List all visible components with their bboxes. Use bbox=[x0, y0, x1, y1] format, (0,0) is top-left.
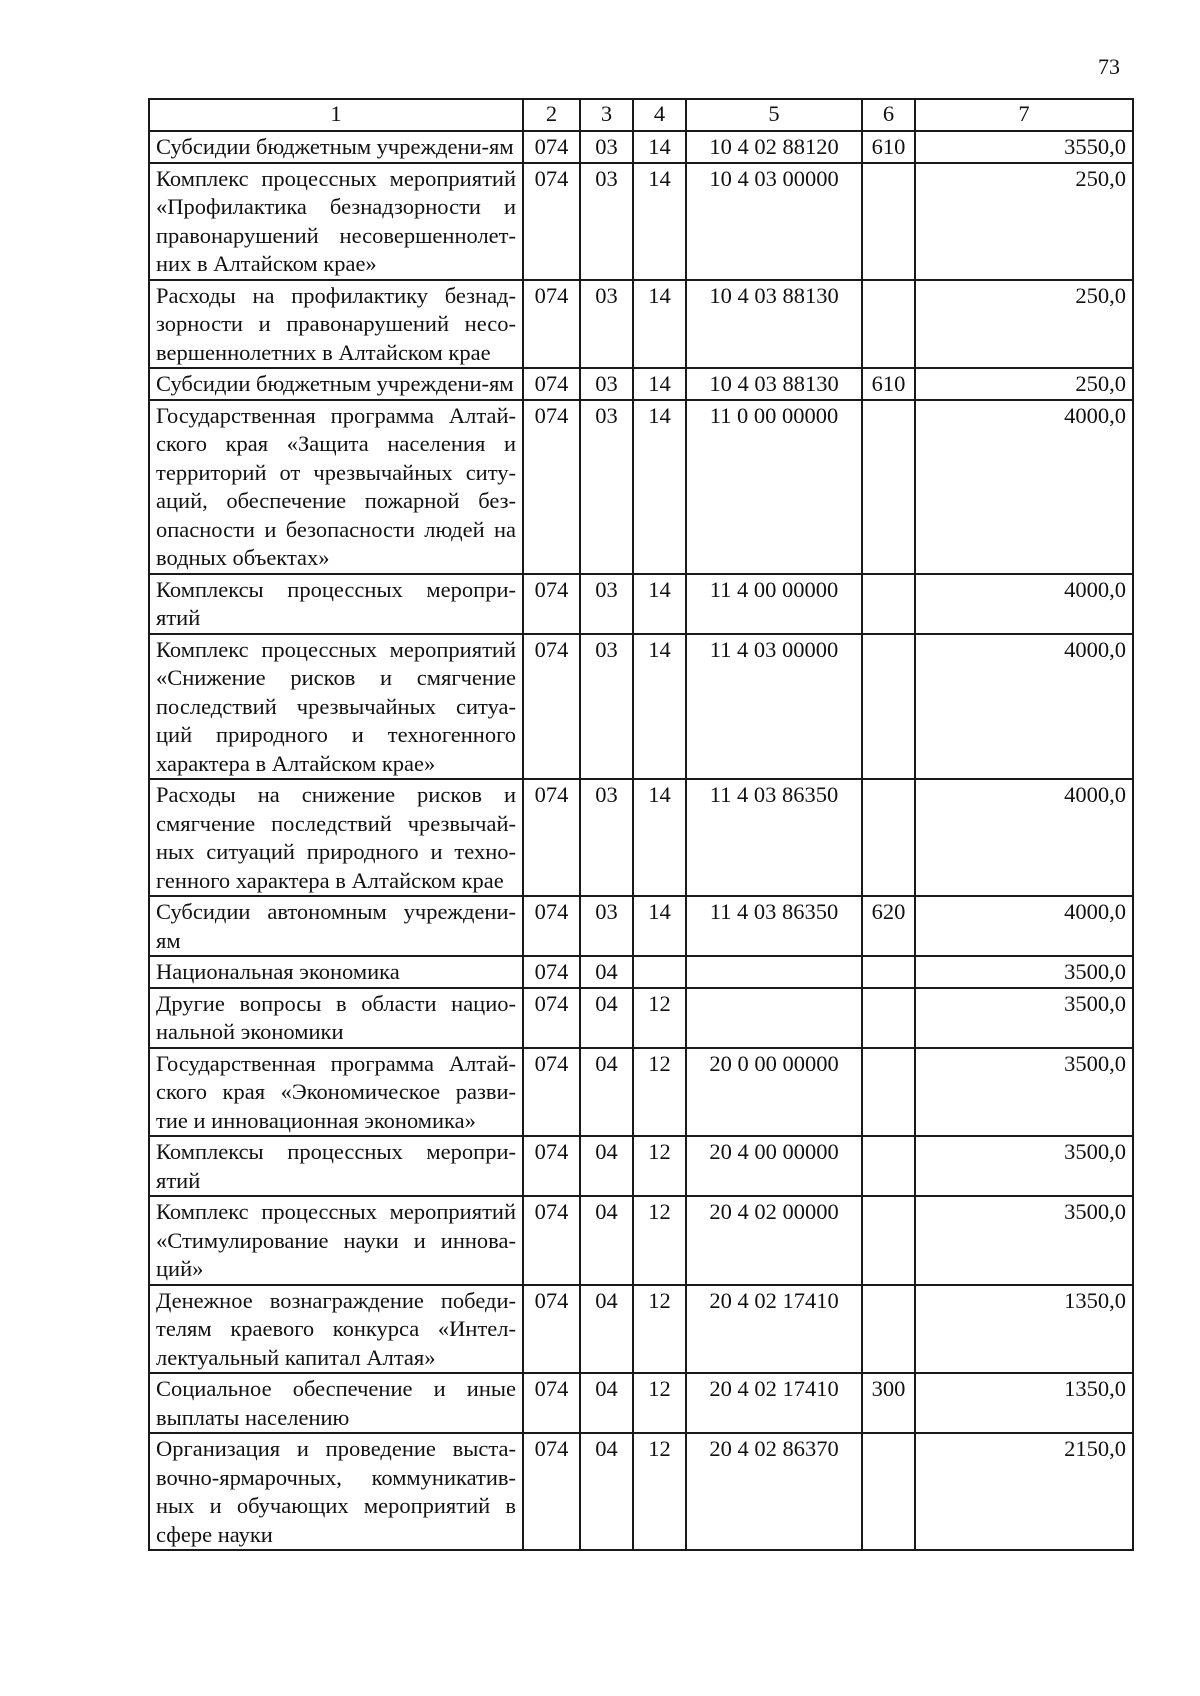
expense-type-code bbox=[862, 163, 915, 280]
expense-type-code bbox=[862, 280, 915, 369]
expense-name: Денежное вознаграждение победи-телям краевого конкурса «Интел-лектуальный капитал Алтая» bbox=[149, 1285, 523, 1374]
amount: 1350,0 bbox=[915, 1285, 1133, 1374]
ministry-code: 074 bbox=[523, 956, 580, 988]
header-cell: 2 bbox=[523, 99, 580, 131]
subsection-code: 14 bbox=[633, 634, 686, 780]
section-code: 03 bbox=[580, 400, 633, 574]
amount: 3500,0 bbox=[915, 1196, 1133, 1285]
target-item-code: 11 0 00 00000 bbox=[686, 400, 862, 574]
target-item-code: 10 4 02 88120 bbox=[686, 131, 862, 163]
ministry-code: 074 bbox=[523, 1048, 580, 1137]
ministry-code: 074 bbox=[523, 1196, 580, 1285]
ministry-code: 074 bbox=[523, 1285, 580, 1374]
amount: 4000,0 bbox=[915, 400, 1133, 574]
subsection-code: 12 bbox=[633, 1196, 686, 1285]
expense-type-code bbox=[862, 574, 915, 634]
section-code: 04 bbox=[580, 1048, 633, 1137]
subsection-code: 12 bbox=[633, 988, 686, 1048]
subsection-code: 14 bbox=[633, 368, 686, 400]
expense-name: Социальное обеспечение и иные выплаты населению bbox=[149, 1373, 523, 1433]
subsection-code: 14 bbox=[633, 574, 686, 634]
expense-type-code bbox=[862, 779, 915, 896]
amount: 3550,0 bbox=[915, 131, 1133, 163]
ministry-code: 074 bbox=[523, 368, 580, 400]
subsection-code: 14 bbox=[633, 779, 686, 896]
target-item-code: 20 0 00 00000 bbox=[686, 1048, 862, 1137]
target-item-code: 20 4 02 86370 bbox=[686, 1433, 862, 1550]
subsection-code: 14 bbox=[633, 163, 686, 280]
subsection-code: 12 bbox=[633, 1048, 686, 1137]
header-cell: 1 bbox=[149, 99, 523, 131]
expense-name: Расходы на снижение рисков и смягчение последствий чрезвычай-ных ситуаций природного и техно-генного характера в Алтайском крае bbox=[149, 779, 523, 896]
amount: 4000,0 bbox=[915, 574, 1133, 634]
table-row bbox=[149, 1196, 1133, 1285]
expense-name: Комплексы процессных меропри-ятий bbox=[149, 574, 523, 634]
expense-name: Комплекс процессных мероприятий «Стимулирование науки и иннова-ций» bbox=[149, 1196, 523, 1285]
target-item-code: 20 4 02 17410 bbox=[686, 1373, 862, 1433]
section-code: 03 bbox=[580, 779, 633, 896]
expense-type-code: 610 bbox=[862, 368, 915, 400]
subsection-code: 14 bbox=[633, 896, 686, 956]
expense-name: Комплекс процессных мероприятий «Профилактика безнадзорности и правонарушений несовершеннолет-них в Алтайском крае» bbox=[149, 163, 523, 280]
section-code: 04 bbox=[580, 1136, 633, 1196]
expense-type-code bbox=[862, 400, 915, 574]
target-item-code: 20 4 00 00000 bbox=[686, 1136, 862, 1196]
expense-name: Комплекс процессных мероприятий «Снижение рисков и смягчение последствий чрезвычайных ситуа-ций природного и техногенного характера в Алтайском крае» bbox=[149, 634, 523, 780]
expense-type-code bbox=[862, 634, 915, 780]
ministry-code: 074 bbox=[523, 988, 580, 1048]
table-row bbox=[149, 1285, 1133, 1374]
amount: 1350,0 bbox=[915, 1373, 1133, 1433]
section-code: 04 bbox=[580, 1373, 633, 1433]
target-item-code: 10 4 03 88130 bbox=[686, 280, 862, 369]
header-cell: 4 bbox=[633, 99, 686, 131]
table-row bbox=[149, 368, 1133, 400]
header-cell: 5 bbox=[686, 99, 862, 131]
target-item-code bbox=[686, 988, 862, 1048]
table-row bbox=[149, 574, 1133, 634]
amount: 4000,0 bbox=[915, 634, 1133, 780]
subsection-code: 12 bbox=[633, 1285, 686, 1374]
ministry-code: 074 bbox=[523, 896, 580, 956]
expense-type-code bbox=[862, 956, 915, 988]
expense-name: Государственная программа Алтай-ского края «Экономическое разви-тие и инновационная экономика» bbox=[149, 1048, 523, 1137]
table-row bbox=[149, 131, 1133, 163]
ministry-code: 074 bbox=[523, 400, 580, 574]
section-code: 04 bbox=[580, 988, 633, 1048]
subsection-code: 14 bbox=[633, 280, 686, 369]
expense-name: Комплексы процессных меропри-ятий bbox=[149, 1136, 523, 1196]
header-cell: 6 bbox=[862, 99, 915, 131]
target-item-code: 10 4 03 00000 bbox=[686, 163, 862, 280]
expense-name: Субсидии бюджетным учреждени-ям bbox=[149, 131, 523, 163]
table-row bbox=[149, 1136, 1133, 1196]
table-row bbox=[149, 1433, 1133, 1550]
table-row bbox=[149, 400, 1133, 574]
section-code: 04 bbox=[580, 1433, 633, 1550]
section-code: 03 bbox=[580, 368, 633, 400]
table-row bbox=[149, 896, 1133, 956]
target-item-code: 20 4 02 00000 bbox=[686, 1196, 862, 1285]
expense-type-code bbox=[862, 1196, 915, 1285]
expense-type-code: 300 bbox=[862, 1373, 915, 1433]
ministry-code: 074 bbox=[523, 163, 580, 280]
header-cell: 7 bbox=[915, 99, 1133, 131]
expense-type-code bbox=[862, 988, 915, 1048]
amount: 4000,0 bbox=[915, 896, 1133, 956]
header-cell: 3 bbox=[580, 99, 633, 131]
subsection-code: 14 bbox=[633, 131, 686, 163]
expense-type-code: 610 bbox=[862, 131, 915, 163]
section-code: 03 bbox=[580, 634, 633, 780]
table-row bbox=[149, 280, 1133, 369]
header-row bbox=[149, 99, 1133, 131]
amount: 3500,0 bbox=[915, 1136, 1133, 1196]
section-code: 03 bbox=[580, 280, 633, 369]
expense-type-code: 620 bbox=[862, 896, 915, 956]
section-code: 04 bbox=[580, 956, 633, 988]
ministry-code: 074 bbox=[523, 131, 580, 163]
page-number: 73 bbox=[1098, 54, 1120, 79]
ministry-code: 074 bbox=[523, 779, 580, 896]
section-code: 03 bbox=[580, 574, 633, 634]
amount: 2150,0 bbox=[915, 1433, 1133, 1550]
amount: 3500,0 bbox=[915, 988, 1133, 1048]
ministry-code: 074 bbox=[523, 1136, 580, 1196]
expense-type-code bbox=[862, 1433, 915, 1550]
amount: 250,0 bbox=[915, 368, 1133, 400]
table-row bbox=[149, 163, 1133, 280]
amount: 3500,0 bbox=[915, 1048, 1133, 1137]
section-code: 03 bbox=[580, 896, 633, 956]
expense-type-code bbox=[862, 1136, 915, 1196]
subsection-code: 12 bbox=[633, 1136, 686, 1196]
section-code: 03 bbox=[580, 131, 633, 163]
section-code: 03 bbox=[580, 163, 633, 280]
ministry-code: 074 bbox=[523, 1433, 580, 1550]
expense-type-code bbox=[862, 1285, 915, 1374]
target-item-code: 11 4 03 86350 bbox=[686, 779, 862, 896]
target-item-code: 11 4 03 00000 bbox=[686, 634, 862, 780]
ministry-code: 074 bbox=[523, 1373, 580, 1433]
section-code: 04 bbox=[580, 1285, 633, 1374]
expense-name: Национальная экономика bbox=[149, 956, 523, 988]
table-row bbox=[149, 988, 1133, 1048]
expense-name: Организация и проведение выста-вочно-ярмарочных, коммуникатив-ных и обучающих мероприятий в сфере науки bbox=[149, 1433, 523, 1550]
section-code: 04 bbox=[580, 1196, 633, 1285]
amount: 3500,0 bbox=[915, 956, 1133, 988]
table-row bbox=[149, 779, 1133, 896]
expense-name: Субсидии бюджетным учреждени-ям bbox=[149, 368, 523, 400]
expense-name: Субсидии автономным учреждени-ям bbox=[149, 896, 523, 956]
expense-name: Другие вопросы в области нацио-нальной экономики bbox=[149, 988, 523, 1048]
amount: 250,0 bbox=[915, 280, 1133, 369]
target-item-code: 20 4 02 17410 bbox=[686, 1285, 862, 1374]
ministry-code: 074 bbox=[523, 280, 580, 369]
expense-type-code bbox=[862, 1048, 915, 1137]
subsection-code: 12 bbox=[633, 1373, 686, 1433]
ministry-code: 074 bbox=[523, 574, 580, 634]
subsection-code: 12 bbox=[633, 1433, 686, 1550]
table-row bbox=[149, 634, 1133, 780]
table-row bbox=[149, 1373, 1133, 1433]
budget-table bbox=[148, 98, 1134, 1551]
target-item-code: 11 4 03 86350 bbox=[686, 896, 862, 956]
target-item-code bbox=[686, 956, 862, 988]
expense-name: Расходы на профилактику безнад-зорности и правонарушений несо-вершеннолетних в Алтайском крае bbox=[149, 280, 523, 369]
subsection-code bbox=[633, 956, 686, 988]
amount: 250,0 bbox=[915, 163, 1133, 280]
amount: 4000,0 bbox=[915, 779, 1133, 896]
ministry-code: 074 bbox=[523, 634, 580, 780]
target-item-code: 10 4 03 88130 bbox=[686, 368, 862, 400]
table-row bbox=[149, 956, 1133, 988]
target-item-code: 11 4 00 00000 bbox=[686, 574, 862, 634]
table-row bbox=[149, 1048, 1133, 1137]
subsection-code: 14 bbox=[633, 400, 686, 574]
expense-name: Государственная программа Алтай-ского края «Защита населения и территорий от чрезвычайных ситу-аций, обеспечение пожарной без-опасности и безопасности людей на водных объектах» bbox=[149, 400, 523, 574]
